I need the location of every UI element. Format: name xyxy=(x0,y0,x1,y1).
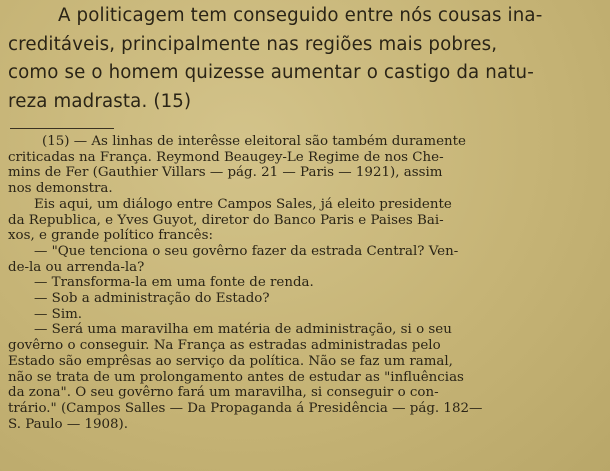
footnote-line: — Transforma-la em uma fonte de renda. xyxy=(34,275,314,291)
footnote-line: Estado são emprêsas ao serviço da política. Não se faz um ramal, xyxy=(8,353,453,369)
footnote xyxy=(8,134,604,432)
footnote-line: de-la ou arrenda-la? xyxy=(8,259,145,275)
footnote-line: Eis aqui, um diálogo entre Campos Sales, já eleito presidente xyxy=(34,196,452,212)
paragraph-line: reza madrasta. (15) xyxy=(8,90,192,112)
footnote-line: — Será uma maravilha em matéria de administração, si o seu xyxy=(34,322,452,338)
footnote-line: (15) — As linhas de interêsse eleitoral são também duramente xyxy=(42,134,466,149)
footnote-line: xos, e grande político francês: xyxy=(8,228,213,244)
footnote-line: não se trata de um prolongamento antes de estudar as "influências xyxy=(8,369,464,385)
footnote-line: govêrno o conseguir. Na França as estradas administradas pelo xyxy=(8,338,441,354)
footnote-line: nos demonstra. xyxy=(8,181,113,197)
paragraph-line: como se o homem quizesse aumentar o castigo da natu- xyxy=(8,62,534,83)
paragraph-line: A politicagem tem conseguido entre nós cousas ina- xyxy=(58,5,543,26)
footnote-line: S. Paulo — 1908). xyxy=(8,416,129,432)
footnote-line: da zona". O seu govêrno fará um maravilha, si conseguir o con- xyxy=(8,385,439,401)
footnote-divider xyxy=(10,128,114,129)
footnote-line: — Sim. xyxy=(34,306,83,322)
paragraph-line: creditáveis, principalmente nas regiões mais pobres, xyxy=(8,33,498,55)
footnote-line: mins de Fer (Gauthier Villars — pág. 21 — Paris — 1921), assim xyxy=(8,165,443,181)
footnote-line: — Sob a administração do Estado? xyxy=(34,291,270,307)
footnote-line: — "Que tenciona o seu govêrno fazer da estrada Central? Ven- xyxy=(34,243,459,259)
main-paragraph xyxy=(8,2,594,116)
footnote-line: da Republica, e Yves Guyot, diretor do Banco Paris e Paises Bai- xyxy=(8,212,444,228)
footnote-line: trário." (Campos Salles — Da Propaganda á Presidência — pág. 182— xyxy=(8,400,483,416)
footnote-line: criticadas na França. Reymond Beaugey-Le Regime de nos Che- xyxy=(8,149,444,165)
